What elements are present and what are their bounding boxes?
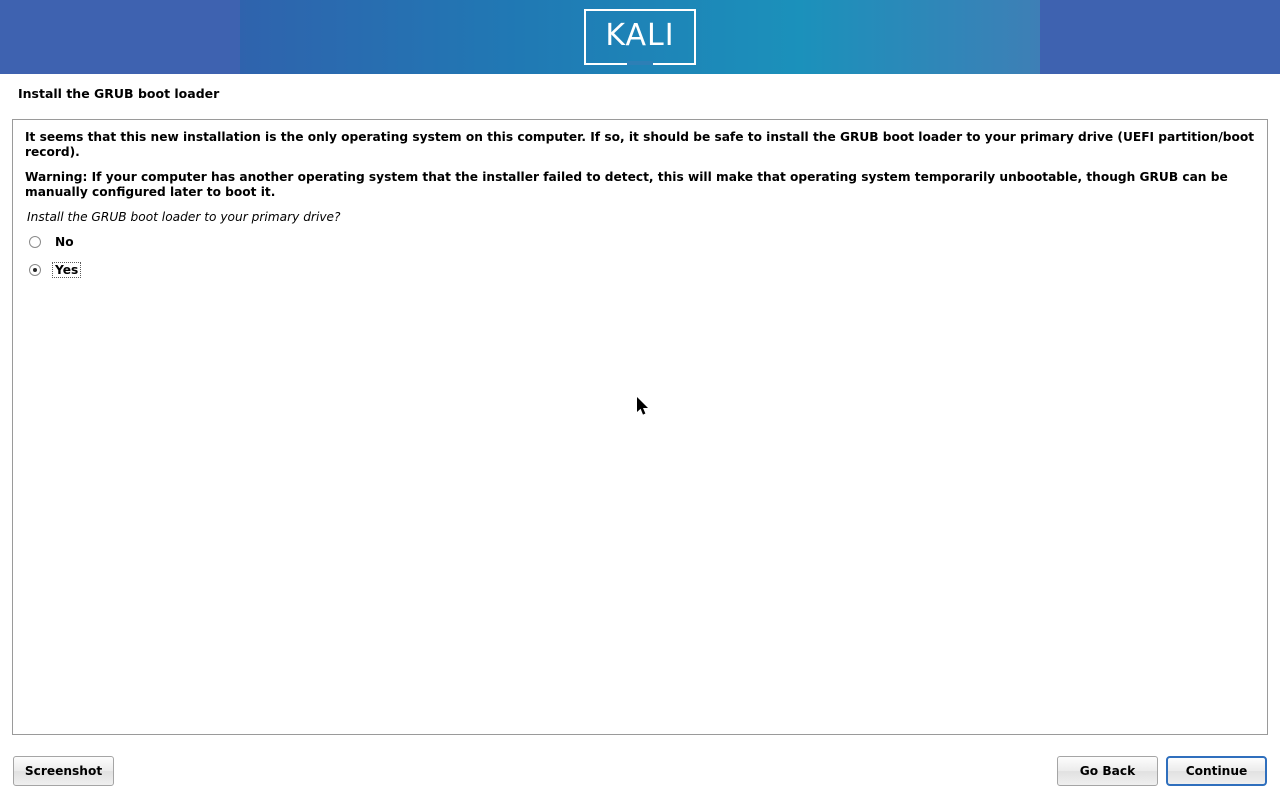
continue-button[interactable]: Continue (1166, 756, 1267, 786)
question-label: Install the GRUB boot loader to your primary drive? (27, 210, 341, 224)
kali-logo (584, 9, 696, 65)
page-title: Install the GRUB boot loader (18, 86, 220, 101)
radio-label-no[interactable]: No (55, 235, 74, 249)
radio-icon-yes[interactable] (29, 264, 41, 276)
info-paragraph: It seems that this new installation is the only operating system on this computer. If so, it should be safe to install the GRUB boot loader to your primary drive (UEFI partition/boot record). (25, 130, 1255, 159)
go-back-button[interactable]: Go Back (1057, 756, 1158, 786)
kali-banner (0, 0, 1280, 74)
installer-content-panel (12, 119, 1268, 735)
screenshot-button[interactable]: Screenshot (13, 756, 114, 786)
radio-label-yes[interactable]: Yes (52, 262, 81, 278)
kali-logo-text: KALI (605, 18, 675, 53)
radio-option-no[interactable] (29, 232, 1255, 252)
radio-option-yes[interactable] (29, 260, 1255, 280)
radio-icon-no[interactable] (29, 236, 41, 248)
warning-paragraph: Warning: If your computer has another operating system that the installer failed to detect, this will make that operating system temporarily unbootable, though GRUB can be manually configured later to boot it. (25, 170, 1228, 199)
kali-logo-notch (627, 61, 653, 65)
